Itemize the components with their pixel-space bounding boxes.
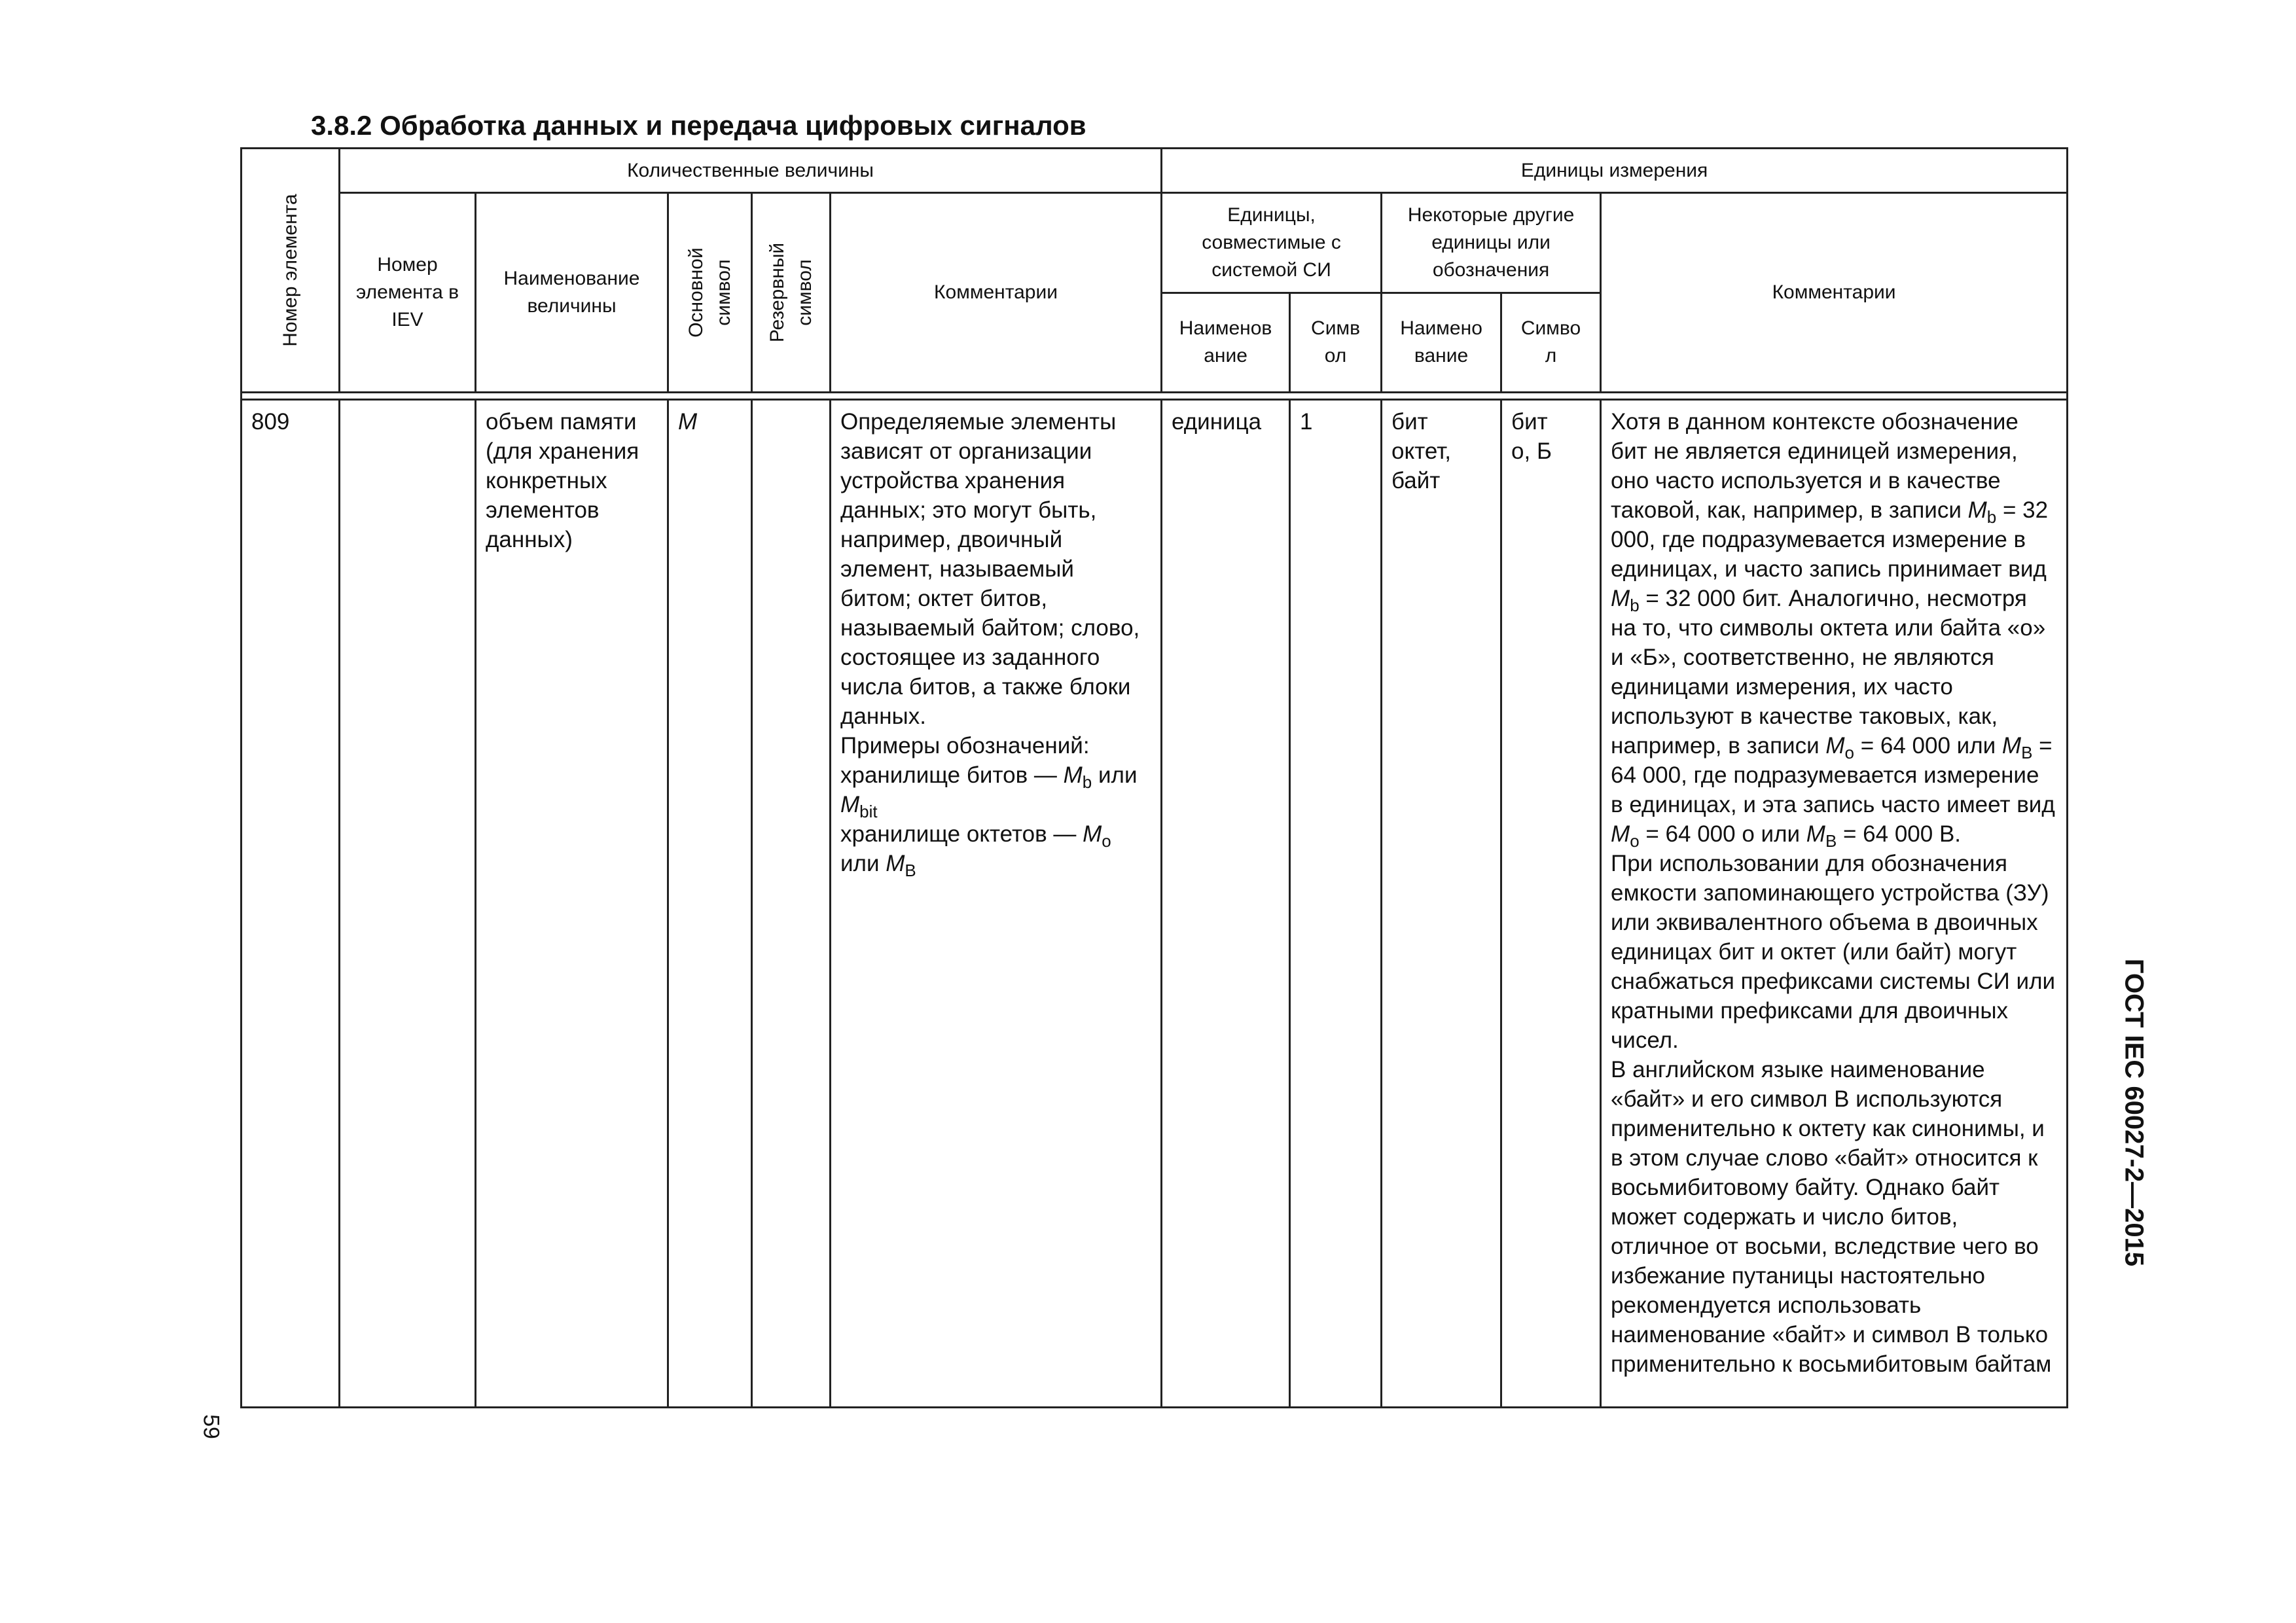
header-units-group: Единицы измерения <box>1162 149 2068 193</box>
unit-comment-p2: При использовании для обозначения емкости запоминающего устройства (ЗУ) или эквивалентного объема в двоичных единицах бит и октет (или байт) могут снабжаться префиксами системы СИ или кратными префиксами для двоичных чисел. <box>1611 851 2056 1053</box>
row-main-symbol: M <box>668 400 752 1408</box>
unit-comment-p3: В английском языке наименование «байт» и его символ В используются применительно к октету как синонимы, и в этом случае слово «байт» относится к восьмибитовому байту. Однако байт может содержать и число битов, отличное от восьми, вследствие чего во избежание путаницы настоятельно рекомендуется использовать наименование «байт» и символ В только применительно к восьмибитовым байтам <box>1611 1057 2052 1377</box>
header-unit-comments: Комментарии <box>1601 193 2068 393</box>
header-quantity-name: Наименование величины <box>476 193 668 393</box>
row-quantity-comment <box>831 400 1162 1408</box>
header-main-symbol: Основной символ <box>668 193 752 393</box>
example-bits: хранилище битов — $M_b$ или $M_{bit}$ <box>840 762 1138 821</box>
header-other-symbol: Символ <box>1501 293 1601 393</box>
examples-title: Примеры обозначений: <box>840 733 1090 758</box>
header-si-symbol: Символ <box>1290 293 1382 393</box>
header-si-name: Наименование <box>1162 293 1290 393</box>
example-octets: хранилище октетов — $M_o$ или $M_B$ <box>840 821 1111 880</box>
unit-comment-p1: Хотя в данном контексте обозначение бит не является единицей измерения, оно часто используется и в качестве таковой, как, например, в записи $M_b = 32$ 000, где подразумевается измерение в единицах, и часто запись принимает вид $M_b = 32$ 000 бит. Аналогично, несмотря на то, что символы октета или байта «о» и «Б», соответственно, не являются единицами измерения, их часто используют в качестве таковых, как, например, в записи $M_o = 64$ 000 или $M_B = 64$ 000, где подразумевается измерение в единицах, и эта запись часто имеет вид $M_o = 64$ 000 о или $M_B = 64$ 000 В. <box>1611 409 2055 851</box>
row-si-symbol: 1 <box>1290 400 1382 1408</box>
row-si-name: единица <box>1162 400 1290 1408</box>
row-iev <box>340 400 476 1408</box>
page-number: 59 <box>198 1414 224 1439</box>
header-si-units: Единицы, совместимые с системой СИ <box>1162 193 1382 293</box>
section-title: 3.8.2 Обработка данных и передача цифровых сигналов <box>311 110 1086 141</box>
header-quantity-comments: Комментарии <box>831 193 1162 393</box>
quantities-table <box>240 147 2068 1408</box>
row-other-name: бит октет, байт <box>1382 400 1501 1408</box>
header-quantities-group: Количественные величины <box>340 149 1162 193</box>
row-unit-comment <box>1601 400 2068 1408</box>
row-other-symbol: бит о, Б <box>1501 400 1601 1408</box>
header-other-name: Наименование <box>1382 293 1501 393</box>
header-iev-number: Номер элемента в IEV <box>340 193 476 393</box>
standard-designation: ГОСТ IEC 60027-2—2015 <box>2119 958 2149 1267</box>
header-reserve-symbol: Резервный символ <box>752 193 831 393</box>
header-item-number: Номер элемента <box>242 149 340 393</box>
header-other-units: Некоторые другие единицы или обозначения <box>1382 193 1601 293</box>
quantity-comment-text: Определяемые элементы зависят от организации устройства хранения данных; это могут быть, например, двоичный элемент, называемый битом; октет битов, называемый байтом; слово, состоящее из заданного числа битов, а также блоки данных. <box>840 409 1140 729</box>
row-quantity-name: объем памяти (для хранения конкретных элементов данных) <box>476 400 668 1408</box>
row-number: 809 <box>242 400 340 1408</box>
row-reserve-symbol <box>752 400 831 1408</box>
